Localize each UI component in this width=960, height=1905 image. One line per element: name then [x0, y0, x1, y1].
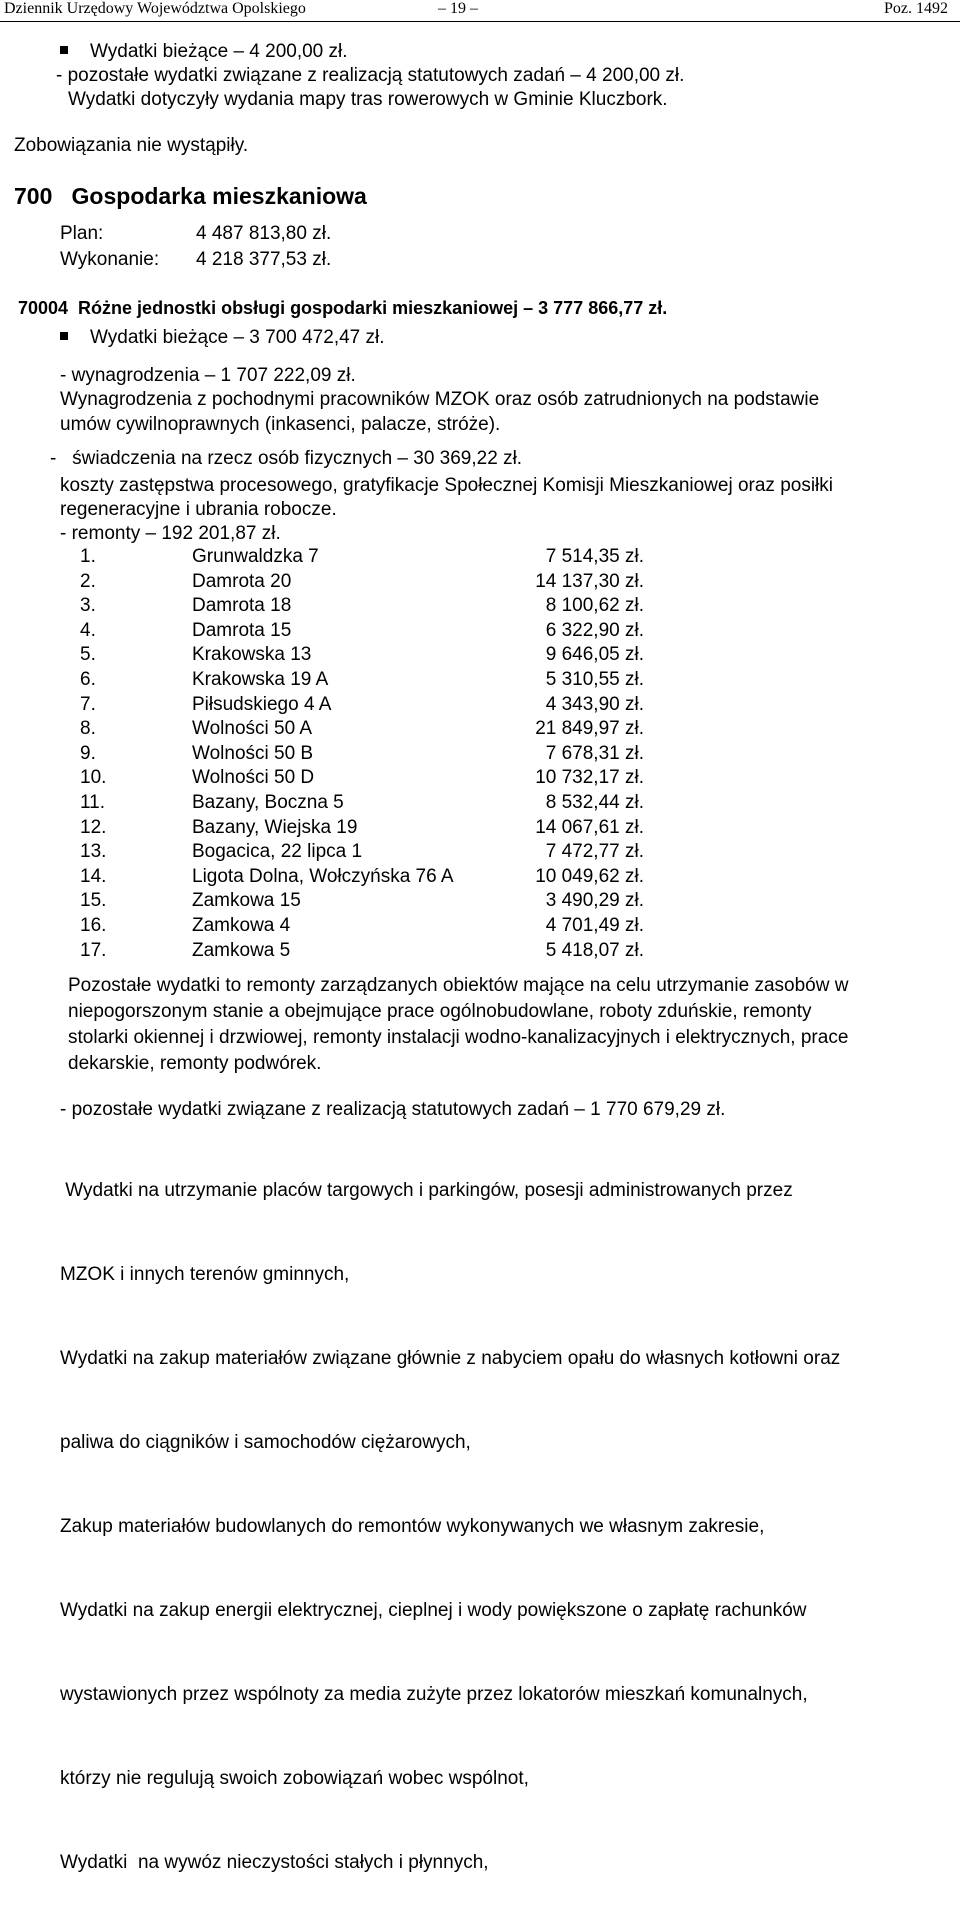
repair-amount: 8 532,44 zł. — [545, 792, 644, 813]
repair-number: 10. — [80, 767, 107, 788]
wages-desc-2: umów cywilnoprawnych (inkasenci, palacze, stróże). — [60, 414, 501, 435]
repair-address: Wolności 50 D — [192, 767, 315, 788]
expense-line: Wydatki na wywóz nieczystości stałych i płynnych, — [60, 1852, 489, 1873]
repair-address: Krakowska 19 A — [192, 669, 329, 690]
repair-address: Piłsudskiego 4 A — [192, 694, 332, 715]
repair-address: Zamkowa 4 — [192, 915, 291, 936]
repair-number: 4. — [80, 620, 96, 641]
other-statutory-expenses-heading: - pozostałe wydatki związane z realizacją statutowych zadań – 1 770 679,29 zł. — [60, 1099, 726, 1120]
repair-number: 11. — [80, 792, 106, 813]
repair-address: Bogacica, 22 lipca 1 — [192, 841, 363, 862]
current-expenses-text: Wydatki bieżące – 4 200,00 zł. — [90, 41, 348, 62]
benefits-desc-2: regeneracyjne i ubrania robocze. — [60, 499, 337, 520]
repair-number: 15. — [80, 890, 107, 911]
repair-row — [80, 766, 650, 790]
repair-row — [80, 939, 650, 963]
repair-number: 3. — [80, 595, 96, 616]
expense-line: MZOK i innych terenów gminnych, — [60, 1264, 350, 1285]
other-repairs-line: stolarki okiennej i drzwiowej, remonty instalacji wodno-kanalizacyjnych i elektrycznych, prace — [68, 1027, 849, 1048]
other-repairs-line: niepogorszonym stanie a obejmujące prace ogólnobudowlane, roboty zduńskie, remonty — [68, 1001, 812, 1022]
repair-amount: 3 490,29 zł. — [545, 890, 644, 911]
repair-amount: 5 310,55 zł. — [545, 669, 644, 690]
expense-line: Wydatki na zakup materiałów związane głównie z nabyciem opału do własnych kotłowni oraz — [60, 1348, 841, 1369]
repair-address: Wolności 50 A — [192, 718, 313, 739]
expense-line: wystawionych przez wspólnoty za media zużyte przez lokatorów mieszkań komunalnych, — [60, 1684, 808, 1705]
repair-row — [80, 594, 650, 618]
repair-amount: 7 514,35 zł. — [545, 546, 644, 567]
repair-row — [80, 619, 650, 643]
repair-number: 9. — [80, 743, 96, 764]
repair-amount: 7 472,77 zł. — [545, 841, 644, 862]
repair-address: Krakowska 13 — [192, 644, 312, 665]
position-number: Poz. 1492 — [884, 0, 948, 17]
current-expenses-70004-line — [60, 326, 385, 350]
repair-amount: 14 137,30 zł. — [535, 571, 644, 592]
repair-number: 17. — [80, 940, 107, 961]
repair-address: Bazany, Boczna 5 — [192, 792, 344, 813]
plan-label: Plan: — [60, 223, 104, 244]
repair-number: 13. — [80, 841, 107, 862]
repair-amount: 4 701,49 zł. — [545, 915, 644, 936]
repair-address: Zamkowa 15 — [192, 890, 301, 911]
repair-row — [80, 545, 650, 569]
other-repairs-line: Pozostałe wydatki to remonty zarządzanych obiektów mające na celu utrzymanie zasobów w — [68, 975, 849, 996]
repair-number: 6. — [80, 669, 96, 690]
repair-row — [80, 693, 650, 717]
current-expenses-line — [60, 40, 348, 64]
repair-row — [80, 914, 650, 938]
wages-desc-1: Wynagrodzenia z pochodnymi pracowników MZOK oraz osób zatrudnionych na podstawie — [60, 389, 820, 410]
square-bullet-icon — [60, 332, 68, 340]
section-70004-title: 70004 Różne jednostki obsługi gospodarki mieszkaniowej – 3 777 866,77 zł. — [18, 298, 668, 318]
plan-value: 4 487 813,80 zł. — [196, 223, 332, 244]
benefits-line: - świadczenia na rzecz osób fizycznych – 30 369,22 zł. — [50, 448, 523, 469]
repair-number: 2. — [80, 571, 96, 592]
expense-line: Wydatki na zakup energii elektrycznej, cieplnej i wody powiększone o zapłatę rachunków — [60, 1600, 807, 1621]
repair-row — [80, 791, 650, 815]
repair-address: Damrota 15 — [192, 620, 292, 641]
repairs-line: - remonty – 192 201,87 zł. — [60, 523, 281, 544]
repair-address: Zamkowa 5 — [192, 940, 291, 961]
page-header — [0, 0, 960, 22]
repair-address: Ligota Dolna, Wołczyńska 76 A — [192, 866, 454, 887]
expense-line: paliwa do ciągników i samochodów ciężarowych, — [60, 1432, 471, 1453]
repair-number: 14. — [80, 866, 107, 887]
current-expenses-70004-text: Wydatki bieżące – 3 700 472,47 zł. — [90, 327, 385, 348]
repair-number: 7. — [80, 694, 96, 715]
repair-row — [80, 742, 650, 766]
execution-row — [60, 248, 331, 272]
repair-amount: 10 732,17 zł. — [535, 767, 644, 788]
repair-row — [80, 717, 650, 741]
repair-amount: 14 067,61 zł. — [535, 817, 644, 838]
repair-address: Bazany, Wiejska 19 — [192, 817, 358, 838]
repair-number: 12. — [80, 817, 107, 838]
other-expenses-line: - pozostałe wydatki związane z realizacją statutowych zadań – 4 200,00 zł. — [56, 65, 685, 86]
plan-row — [60, 222, 331, 246]
repair-amount: 4 343,90 zł. — [545, 694, 644, 715]
obligations-note: Zobowiązania nie wystąpiły. — [14, 135, 249, 156]
benefits-desc-1: koszty zastępstwa procesowego, gratyfikacje Społecznej Komisji Mieszkaniowej oraz posiłki — [60, 475, 833, 496]
repair-amount: 7 678,31 zł. — [545, 743, 644, 764]
wages-line: - wynagrodzenia – 1 707 222,09 zł. — [60, 365, 356, 386]
square-bullet-icon — [60, 46, 68, 54]
expense-line: Wydatki na utrzymanie placów targowych i parkingów, posesji administrowanych przez — [60, 1180, 793, 1201]
repair-amount: 5 418,07 zł. — [545, 940, 644, 961]
repair-row — [80, 889, 650, 913]
repair-number: 16. — [80, 915, 107, 936]
repair-row — [80, 668, 650, 692]
other-repairs-paragraph — [68, 973, 952, 1077]
other-repairs-line: dekarskie, remonty podwórek. — [68, 1053, 322, 1074]
section-700-title: 700 Gospodarka mieszkaniowa — [14, 183, 367, 209]
repair-row — [80, 570, 650, 594]
repair-amount: 8 100,62 zł. — [545, 595, 644, 616]
other-statutory-expenses-list — [60, 1121, 950, 1905]
repair-address: Damrota 20 — [192, 571, 292, 592]
repair-number: 8. — [80, 718, 96, 739]
repair-address: Wolności 50 B — [192, 743, 314, 764]
repair-amount: 9 646,05 zł. — [545, 644, 644, 665]
repair-row — [80, 816, 650, 840]
repair-address: Grunwaldzka 7 — [192, 546, 319, 567]
repair-row — [80, 865, 650, 889]
expenses-note: Wydatki dotyczyły wydania mapy tras rowerowych w Gminie Kluczbork. — [68, 89, 668, 110]
repair-amount: 10 049,62 zł. — [535, 866, 644, 887]
expense-line: Zakup materiałów budowlanych do remontów wykonywanych we własnym zakresie, — [60, 1516, 765, 1537]
header-rule — [0, 21, 960, 22]
expense-line: którzy nie regulują swoich zobowiązań wobec wspólnot, — [60, 1768, 529, 1789]
repair-address: Damrota 18 — [192, 595, 292, 616]
journal-title: Dziennik Urzędowy Województwa Opolskiego — [4, 0, 306, 17]
execution-label: Wykonanie: — [60, 249, 160, 270]
execution-value: 4 218 377,53 zł. — [196, 249, 332, 270]
repair-row — [80, 643, 650, 667]
repair-number: 1. — [80, 546, 96, 567]
page-number: – 19 – — [438, 0, 478, 17]
repair-number: 5. — [80, 644, 96, 665]
repair-row — [80, 840, 650, 864]
repair-amount: 6 322,90 zł. — [545, 620, 644, 641]
repair-amount: 21 849,97 zł. — [535, 718, 644, 739]
